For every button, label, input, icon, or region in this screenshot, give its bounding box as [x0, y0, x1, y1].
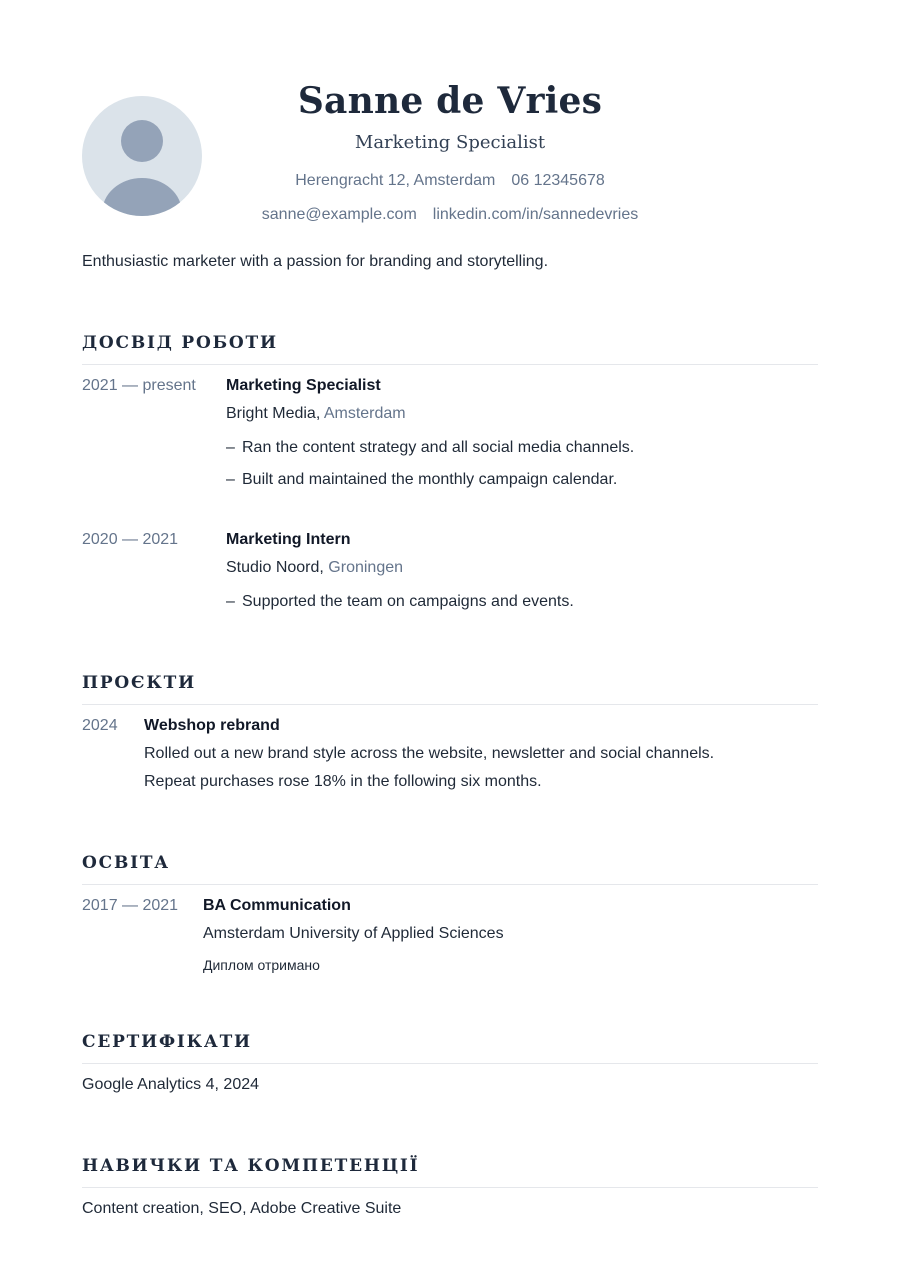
job-location: Groningen [328, 559, 404, 576]
job-bullet: – Built and maintained the monthly campaign calendar. [226, 471, 617, 489]
divider [82, 364, 818, 365]
certificates-text: Google Analytics 4, 2024 [82, 1076, 260, 1093]
avatar-head-icon [121, 120, 163, 162]
education-dates: 2017 — 2021 [82, 897, 179, 914]
job-bullet: – Supported the team on campaigns and events. [226, 593, 574, 611]
job-location: Amsterdam [323, 405, 406, 422]
project-year: 2024 [82, 717, 118, 734]
person-name: Sanne de Vries [297, 80, 603, 122]
job-company: Studio Noord, [226, 559, 324, 576]
divider [82, 1063, 818, 1064]
skills-text: Content creation, SEO, Adobe Creative Suite [82, 1200, 402, 1217]
skills-heading: НАВИЧКИ ТА КОМПЕТЕНЦІЇ [82, 1156, 420, 1176]
job-dates: 2020 — 2021 [82, 531, 179, 548]
avatar [82, 96, 202, 216]
job-role: Marketing Intern [226, 531, 351, 548]
linkedin-link[interactable]: linkedin.com/in/sannedevries [432, 206, 639, 223]
job-dates: 2021 — present [82, 377, 196, 394]
job-title: Marketing Specialist [354, 132, 546, 153]
job-company-line [226, 559, 403, 577]
project-description: Repeat purchases rose 18% in the following six months. [144, 773, 542, 790]
divider [82, 704, 818, 705]
summary: Enthusiastic marketer with a passion for branding and storytelling. [82, 253, 549, 270]
divider [82, 1187, 818, 1188]
email-link[interactable]: sanne@example.com [261, 206, 417, 223]
projects-heading: ПРОЄКТИ [82, 673, 196, 693]
avatar-body-icon [102, 178, 182, 216]
education-school: Amsterdam University of Applied Sciences [203, 925, 504, 942]
job-company: Bright Media, [226, 405, 321, 422]
job-bullet: – Ran the content strategy and all social media channels. [226, 439, 634, 457]
divider [82, 884, 818, 885]
experience-heading: ДОСВІД РОБОТИ [82, 333, 278, 353]
job-role: Marketing Specialist [226, 377, 381, 394]
project-name: Webshop rebrand [144, 717, 280, 734]
certificates-heading: СЕРТИФІКАТИ [82, 1032, 252, 1052]
job-company-line [226, 405, 406, 423]
phone: 06 12345678 [511, 172, 605, 189]
education-heading: ОСВІТА [82, 853, 170, 873]
education-degree: BA Communication [203, 897, 351, 914]
contact-line-1 [200, 172, 700, 190]
education-note: Диплом отримано [203, 957, 320, 973]
address: Herengracht 12, Amsterdam [295, 172, 496, 189]
project-description: Rolled out a new brand style across the website, newsletter and social channels. [144, 745, 715, 762]
contact-line-2 [200, 206, 700, 224]
